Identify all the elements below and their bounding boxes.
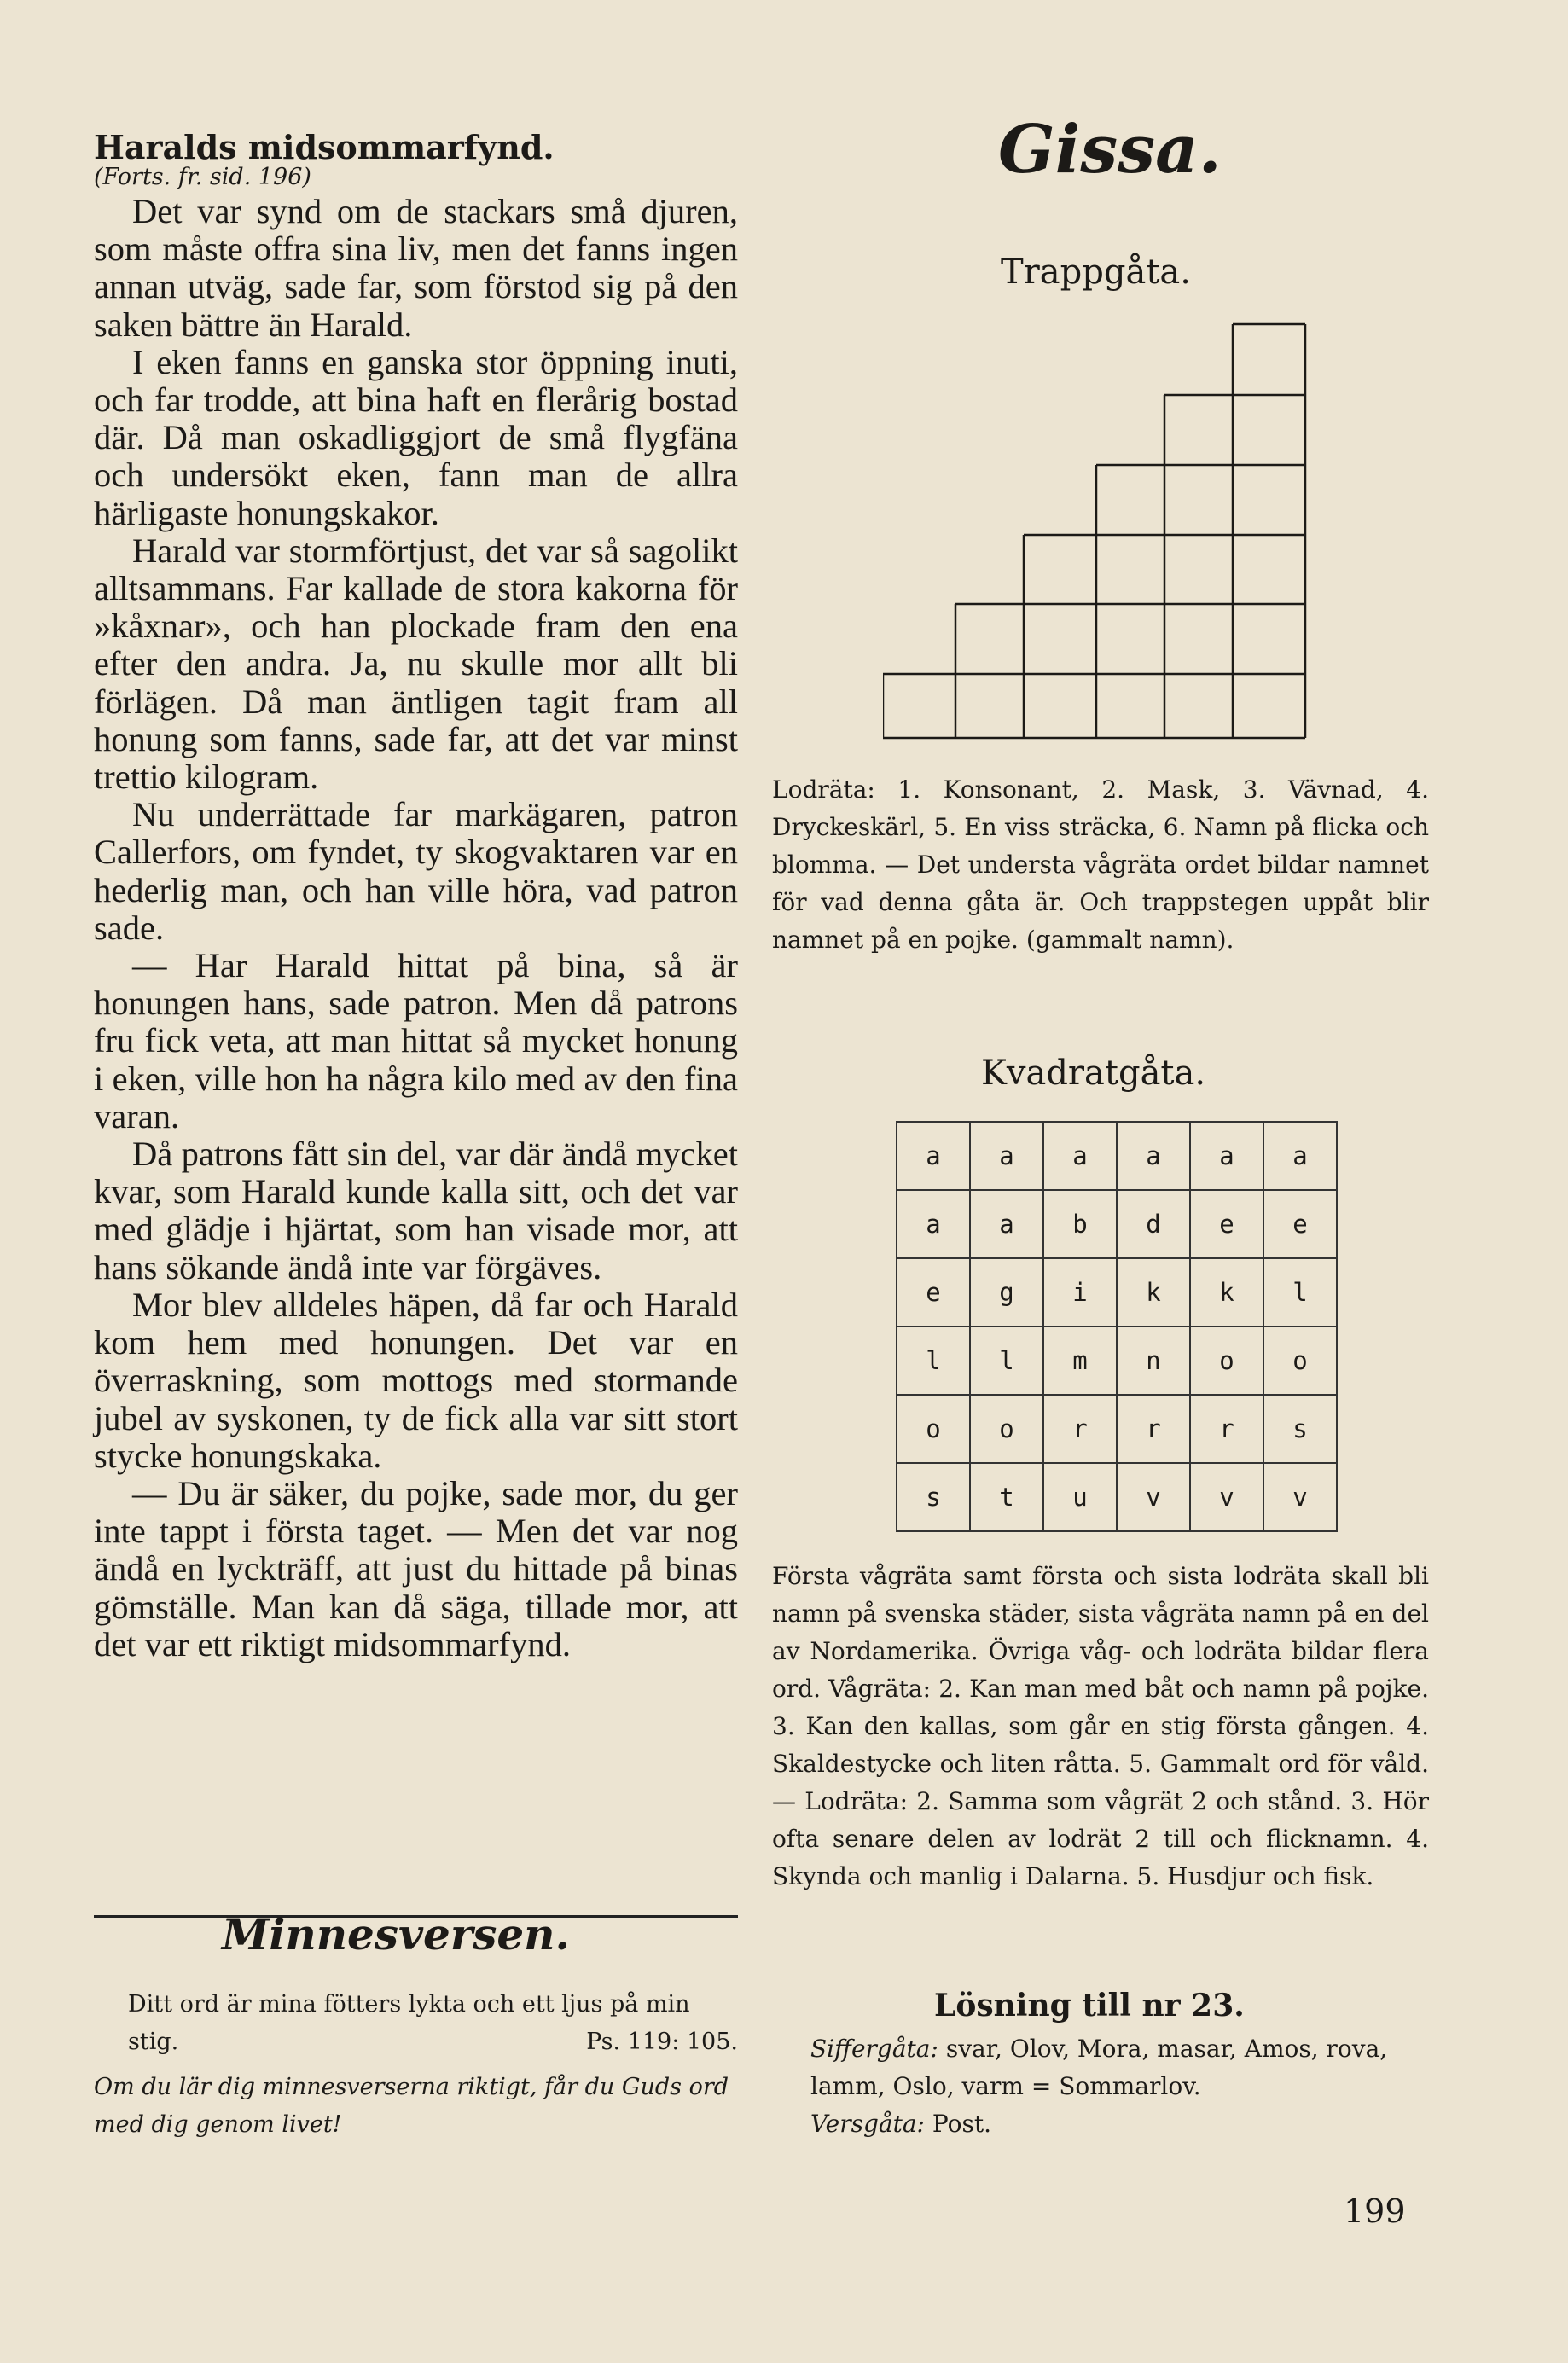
grid-cell: s (1263, 1395, 1337, 1463)
grid-cell: d (1117, 1190, 1190, 1258)
grid-cell: v (1190, 1463, 1263, 1531)
grid-cell: b (1043, 1190, 1117, 1258)
grid-cell: e (897, 1258, 970, 1327)
grid-cell: t (970, 1463, 1043, 1531)
grid-cell: o (1263, 1327, 1337, 1395)
grid-cell: s (897, 1463, 970, 1531)
grid-cell: v (1263, 1463, 1337, 1531)
trappgata-title: Trappgåta. (1001, 253, 1191, 292)
memory-verse-text: Ditt ord är mina fötters lykta och ett ljus på min stig. (128, 1991, 690, 2055)
grid-cell: a (970, 1190, 1043, 1258)
grid-cell: o (1190, 1327, 1263, 1395)
siffergata-label: Siffergåta: (810, 2035, 938, 2063)
grid-cell: e (1263, 1190, 1337, 1258)
grid-cell: l (970, 1327, 1043, 1395)
grid-cell: l (1263, 1258, 1337, 1327)
grid-cell: a (1117, 1122, 1190, 1190)
grid-cell: o (970, 1395, 1043, 1463)
grid-cell: r (1190, 1395, 1263, 1463)
kvadratgata-title: Kvadratgåta. (981, 1054, 1206, 1093)
grid-cell: e (1190, 1190, 1263, 1258)
grid-row (897, 1395, 1337, 1463)
story-paragraph: I eken fanns en ganska stor öppning inuti, och far trodde, att bina haft en flerårig bostad där. Då man oskadliggjort de små flygfäna och undersökt eken, fann man de allra härligaste honungskakor. (94, 342, 738, 532)
grid-cell: l (897, 1327, 970, 1395)
story-body (94, 193, 738, 1663)
story-paragraph: — Har Harald hittat på bina, så är honungen hans, sade patron. Men då patrons fru fick veta, att man hittat så mycket honung i eken, ville hon ha några kilo med av den fina varan. (94, 946, 738, 1135)
gissa-title: Gissa. (998, 111, 1222, 189)
grid-cell: v (1117, 1463, 1190, 1531)
grid-cell: a (970, 1122, 1043, 1190)
story-paragraph: — Du är säker, du pojke, sade mor, du ger inte tappt i första taget. — Men det var nog ändå en lyckträff, att just du hittade på binas gömställe. Man kan då säga, tillade mor, att det var ett riktigt midsommarfynd. (94, 1473, 738, 1663)
grid-cell: r (1117, 1395, 1190, 1463)
grid-cell: r (1043, 1395, 1117, 1463)
grid-cell: i (1043, 1258, 1117, 1327)
kvadratgata-grid (896, 1121, 1338, 1532)
grid-cell: o (897, 1395, 970, 1463)
grid-row (897, 1122, 1337, 1190)
page-number: 199 (1344, 2192, 1406, 2230)
grid-cell: g (970, 1258, 1043, 1327)
story-paragraph: Det var synd om de stackars små djuren, som måste offra sina liv, men det fanns ingen annan utväg, sade far, som förstod sig på den saken bättre än Harald. (94, 192, 738, 344)
versgata-answer (772, 2105, 1429, 2143)
memory-verse-reference: Ps. 119: 105. (586, 2029, 738, 2055)
story-paragraph: Mor blev alldeles häpen, då far och Harald kom hem med honungen. Det var en överraskning, som mottogs med stormande jubel av syskonen, ty de fick alla var sitt stort stycke honungskaka. (94, 1285, 738, 1475)
grid-row (897, 1258, 1337, 1327)
story-paragraph: Nu underrättade far markägaren, patron Callerfors, om fyndet, ty skogvaktaren var en hederlig man, och han ville höra, vad patron sade. (94, 795, 738, 947)
losning-title: Lösning till nr 23. (934, 1988, 1245, 2023)
grid-row (897, 1327, 1337, 1395)
staircase-puzzle-grid (883, 320, 1310, 746)
siffergata-answer (772, 2030, 1429, 2105)
grid-cell: m (1043, 1327, 1117, 1395)
grid-cell: k (1117, 1258, 1190, 1327)
story-paragraph: Då patrons fått sin del, var där ändå mycket kvar, som Harald kunde kalla sitt, och det var med glädje i hjärtat, som han visade mor, att hans sökande ändå inte var förgäves. (94, 1135, 738, 1286)
grid-cell: n (1117, 1327, 1190, 1395)
continued-note: (Forts. fr. sid. 196) (94, 164, 311, 190)
minnesversen-title: Minnesversen. (222, 1909, 570, 1959)
kvadratgata-clues: Första vågräta samt första och sista lodräta skall bli namn på svenska städer, sista vågräta namn på en del av Nordamerika. Övriga våg- och lodräta bildar flera ord. Vågräta: 2. Kan man med båt och namn på pojke. 3. Kan den kallas, som går en stig första gången. 4. Skaldestycke och liten råtta. 5. Gammalt ord för våld. — Lodräta: 2. Samma som vågrät 2 och stånd. 3. Hör ofta senare delen av lodrät 2 till och flicknamn. 4. Skynda och manlig i Dalarna. 5. Husdjur och fisk. (772, 1562, 1429, 1890)
grid-row (897, 1463, 1337, 1531)
versgata-text: Post. (932, 2110, 991, 2138)
versgata-label: Versgåta: (810, 2110, 925, 2138)
grid-cell: u (1043, 1463, 1117, 1531)
grid-cell: a (897, 1122, 970, 1190)
losning-body (772, 2030, 1429, 2143)
story-title: Haralds midsommarfynd. (94, 128, 555, 166)
grid-cell: k (1190, 1258, 1263, 1327)
grid-cell: a (1190, 1122, 1263, 1190)
memory-verse (94, 1986, 738, 2061)
trappgata-clues: Lodräta: 1. Konsonant, 2. Mask, 3. Vävnad, 4. Dryckeskärl, 5. En viss sträcka, 6. Namn på flicka och blomma. — Det understa vågräta ordet bildar namnet för vad denna gåta är. Och trappstegen uppåt blir namnet på en pojke. (gammalt namn). (772, 775, 1429, 954)
grid-cell: a (1043, 1122, 1117, 1190)
siffergata-text: svar, Olov, Mora, masar, Amos, rova, lamm, Oslo, varm = Sommarlov. (810, 2035, 1388, 2100)
grid-cell: a (1263, 1122, 1337, 1190)
memory-verse-exhortation: Om du lär dig minnesverserna riktigt, får du Guds ord med dig genom livet! (94, 2074, 729, 2138)
story-paragraph: Harald var stormförtjust, det var så sagolikt alltsammans. Far kallade de stora kakorna för »kåxnar», och han plockade fram den ena efter den andra. Ja, nu skulle mor allt bli förlägen. Då man äntligen tagit fram all honung som fanns, sade far, att det var minst trettio kilogram. (94, 531, 738, 797)
grid-row (897, 1190, 1337, 1258)
grid-cell: a (897, 1190, 970, 1258)
